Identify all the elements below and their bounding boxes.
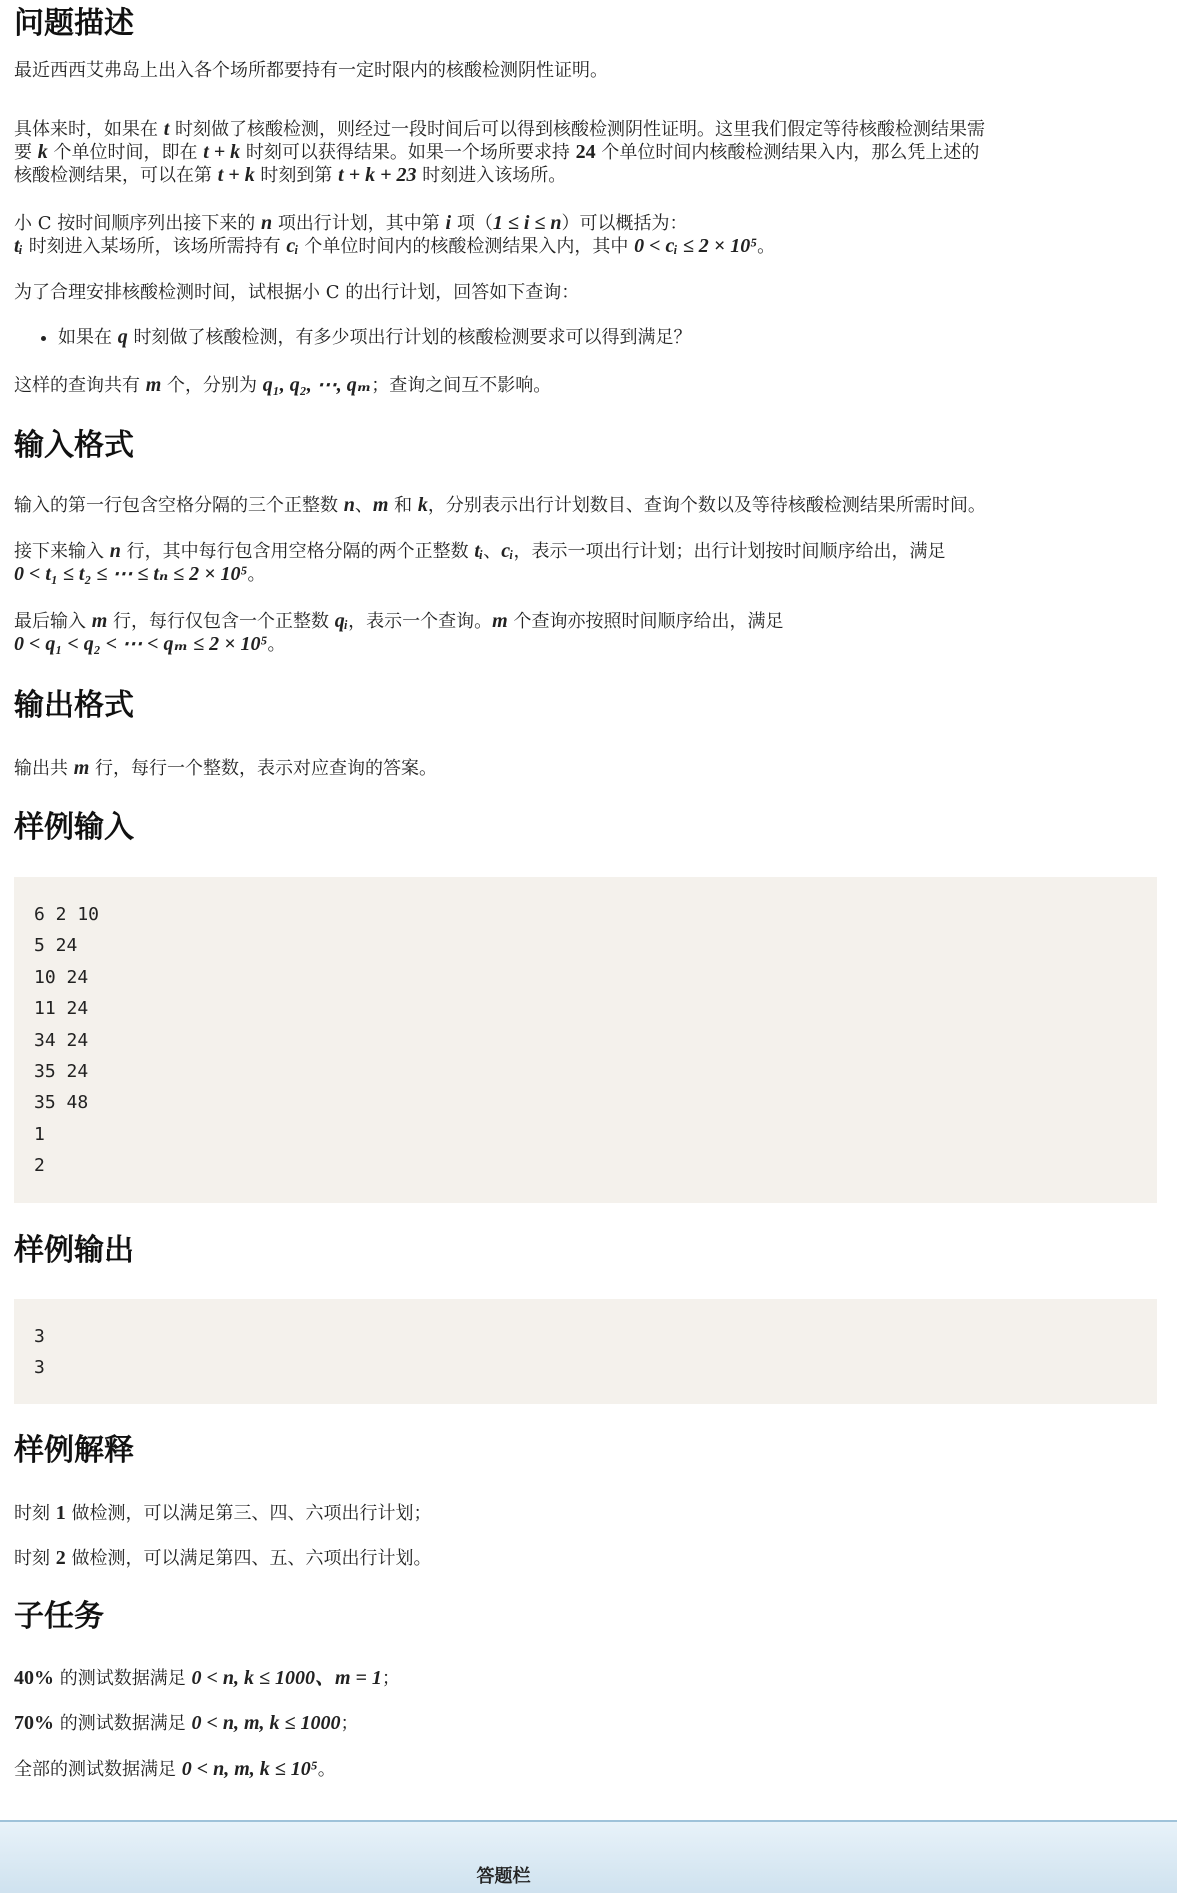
sample-input-line: 10 24	[34, 966, 89, 988]
input-p1: 输入的第一行包含空格分隔的三个正整数 n、m 和 k，分别表示出行计划数目、查询个数以及等待核酸检测结果所需时间。	[14, 494, 986, 516]
sample-input-line: 5 24	[34, 935, 78, 957]
sample-output-block	[14, 1299, 1157, 1404]
sample-output-line: 3	[34, 1357, 45, 1379]
sample-input-line: 1	[34, 1123, 45, 1145]
section-title-sample-output: 样例输出	[14, 1233, 134, 1268]
description-p2: 具体来时，如果在 t 时刻做了核酸检测，则经过一段时间后可以得到核酸检测阴性证明。这里我们假定等待核酸检测结果需 要 k 个单位时间，即在 t + k 时刻可以获得结果。如果一个场所要求持 24 个单位时间内核酸检测结果入内，那么凭上述的 核酸检测结果，可以在第 t + k 时刻到第 t + k + 23 时刻进入该场所。	[14, 118, 986, 186]
sample-input-line: 2	[34, 1155, 45, 1177]
description-p4: 为了合理安排核酸检测时间，试根据小 C 的出行计划，回答如下查询：	[14, 282, 580, 303]
input-p2: 接下来输入 n 行，其中每行包含用空格分隔的两个正整数 tᵢ、cᵢ，表示一项出行计划；出行计划按时间顺序给出，满足 0 < t₁ ≤ t₂ ≤ ⋯ ≤ tₙ ≤ 2 × 10⁵。	[14, 540, 946, 585]
section-title-output: 输出格式	[14, 688, 134, 723]
subtask-line-2: 70% 的测试数据满足 0 < n, m, k ≤ 1000；	[14, 1712, 359, 1734]
description-p3: 小 C 按时间顺序列出接下来的 n 项出行计划，其中第 i 项（1 ≤ i ≤ n）可以概括为： tᵢ 时刻进入某场所，该场所需持有 cᵢ 个单位时间内的核酸检测结果入内，其中 0 < cᵢ ≤ 2 × 10⁵。	[14, 212, 776, 257]
sample-input-block	[14, 877, 1157, 1203]
sample-input-line: 6 2 10	[34, 904, 100, 925]
sample-input-line: 35 24	[34, 1061, 89, 1083]
section-title-subtask: 子任务	[14, 1599, 104, 1634]
section-title-explanation: 样例解释	[14, 1433, 134, 1468]
input-p3: 最后输入 m 行，每行仅包含一个正整数 qᵢ，表示一个查询。m 个查询亦按照时间顺序给出，满足 0 < q₁ < q₂ < ⋯ < qₘ ≤ 2 × 10⁵。	[14, 610, 784, 655]
subtask-line-3: 全部的测试数据满足 0 < n, m, k ≤ 10⁵。	[14, 1758, 336, 1780]
sample-input-line: 11 24	[34, 998, 89, 1020]
section-title-input: 输入格式	[14, 428, 134, 463]
sample-input-line: 34 24	[34, 1029, 89, 1051]
output-p1: 输出共 m 行，每行一个整数，表示对应查询的答案。	[14, 757, 438, 779]
answer-bar-label[interactable]: 答题栏	[476, 1866, 531, 1887]
subtask-line-1: 40% 的测试数据满足 0 < n, k ≤ 1000、m = 1；	[14, 1667, 400, 1689]
description-p5: 这样的查询共有 m 个，分别为 q₁, q₂, ⋯, qₘ；查询之间互不影响。	[14, 374, 552, 396]
sample-output-line: 3	[34, 1326, 45, 1347]
explanation-line-2: 时刻 2 做检测，可以满足第四、五、六项出行计划。	[14, 1547, 432, 1569]
section-title-description: 问题描述	[14, 6, 134, 41]
sample-input-line: 35 48	[34, 1092, 89, 1114]
query-bullet-list	[14, 326, 1158, 349]
explanation-line-1: 时刻 1 做检测，可以满足第三、四、六项出行计划；	[14, 1502, 432, 1524]
query-bullet: • 如果在 q 时刻做了核酸检测，有多少项出行计划的核酸检测要求可以得到满足？	[58, 326, 1158, 349]
section-title-sample-input: 样例输入	[14, 810, 134, 845]
description-p1: 最近西西艾弗岛上出入各个场所都要持有一定时限内的核酸检测阴性证明。	[14, 60, 608, 81]
